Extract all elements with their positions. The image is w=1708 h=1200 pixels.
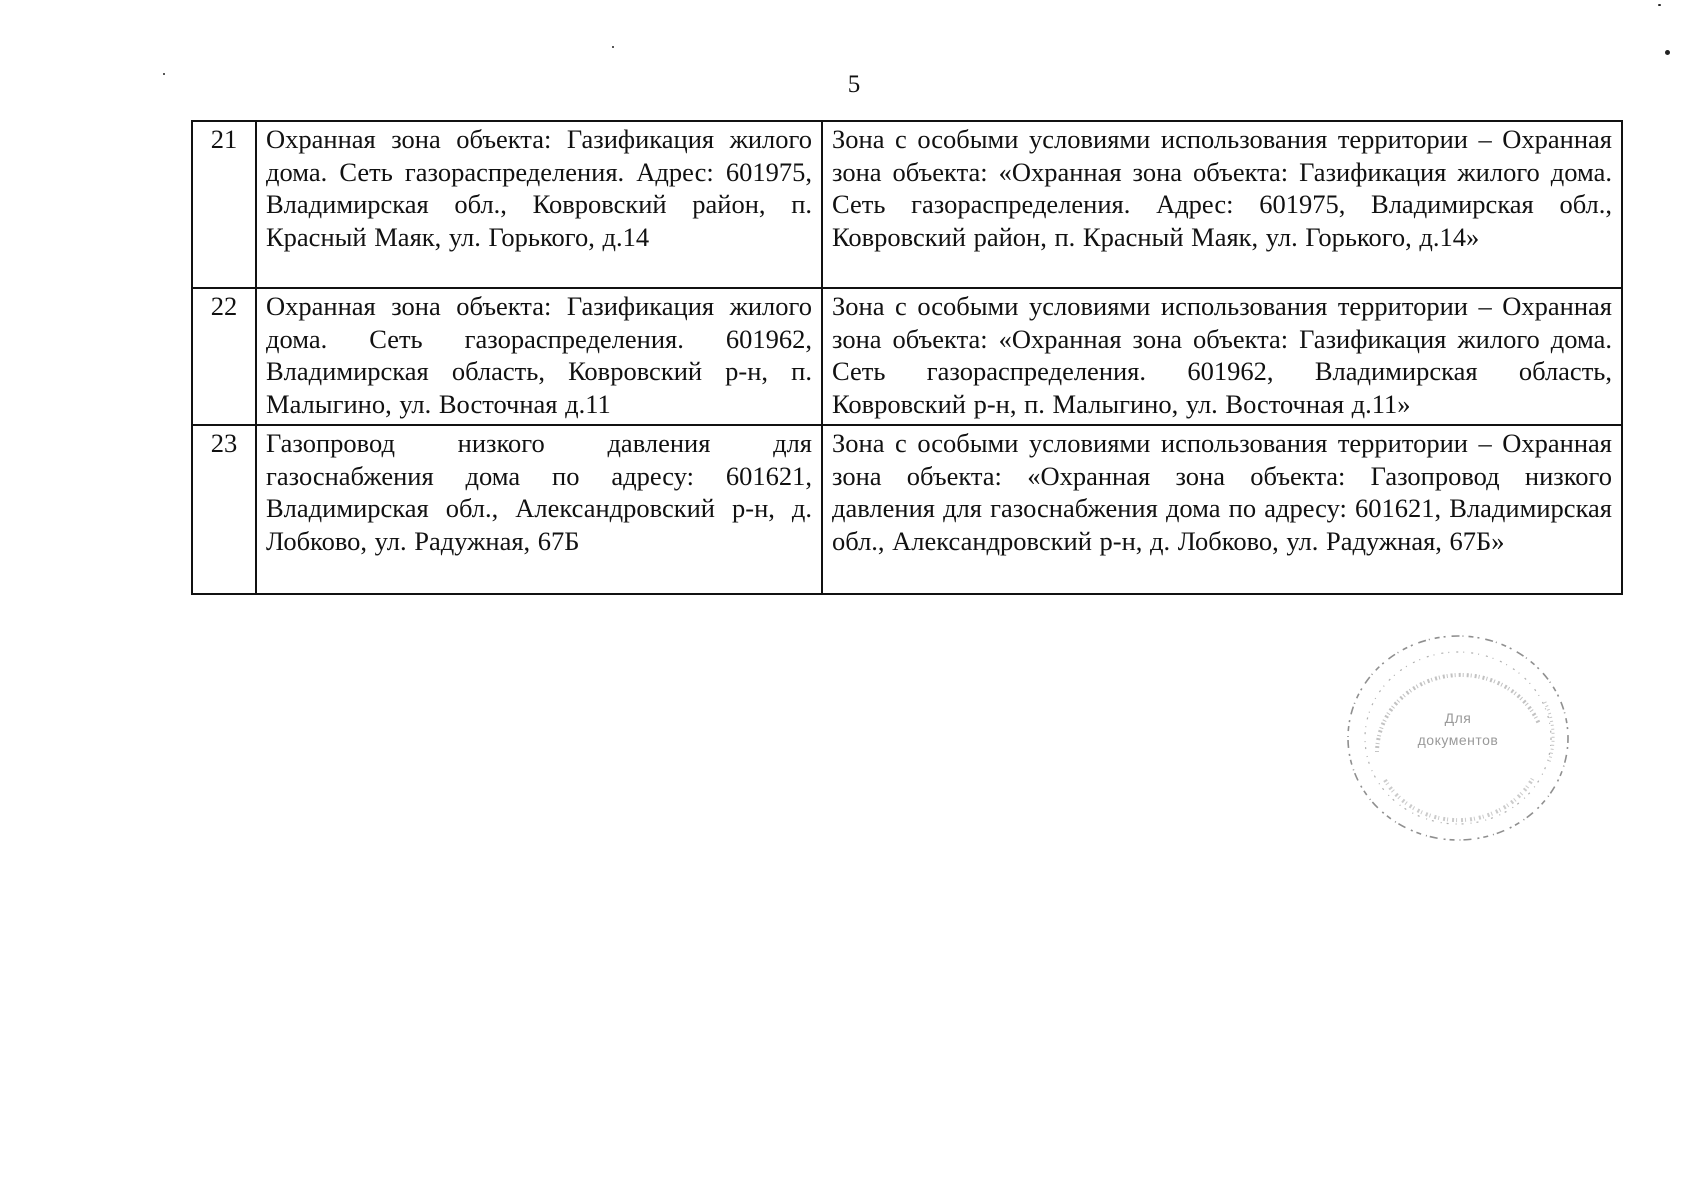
scan-speck xyxy=(612,46,614,48)
scan-speck xyxy=(1658,4,1661,6)
object-description: Охранная зона объекта: Газификация жилого дома. Сеть газораспределения. Адрес: 601975, Владимирская обл., Ковровский район, п. Красный Маяк, ул. Горького, д.14 xyxy=(256,121,822,288)
zone-description: Зона с особыми условиями использования территории – Охранная зона объекта: «Охранная зона объекта: Газификация жилого дома. Сеть газораспределения. Адрес: 601975, Владимирская обл., Ковровский район, п. Красный Маяк, ул. Горького, д.14» xyxy=(822,121,1622,288)
table-row xyxy=(192,121,1622,288)
document-stamp xyxy=(1345,632,1571,844)
scan-speck xyxy=(163,73,165,75)
row-number: 21 xyxy=(192,121,256,288)
zone-description: Зона с особыми условиями использования территории – Охранная зона объекта: «Охранная зона объекта: Газификация жилого дома. Сеть газораспределения. 601962, Владимирская область, Ковровский р-н, п. Малыгино, ул. Восточная д.11» xyxy=(822,288,1622,425)
stamp-text-line1: Для xyxy=(1444,710,1472,726)
scan-speck xyxy=(1665,50,1670,55)
table-row xyxy=(192,425,1622,594)
object-description: Газопровод низкого давления для газоснабжения дома по адресу: 601621, Владимирская обл., Александровский р-н, д. Лобково, ул. Радужная, 67Б xyxy=(256,425,822,594)
table-row xyxy=(192,288,1622,425)
zones-table xyxy=(191,120,1623,595)
row-number: 23 xyxy=(192,425,256,594)
object-description: Охранная зона объекта: Газификация жилого дома. Сеть газораспределения. 601962, Владимирская область, Ковровский р-н, п. Малыгино, ул. Восточная д.11 xyxy=(256,288,822,425)
zone-description: Зона с особыми условиями использования территории – Охранная зона объекта: «Охранная зона объекта: Газопровод низкого давления для газоснабжения дома по адресу: 601621, Владимирская обл., Александровский р-н, д. Лобково, ул. Радужная, 67Б» xyxy=(822,425,1622,594)
row-number: 22 xyxy=(192,288,256,425)
page-number: 5 xyxy=(847,71,861,98)
stamp-text-line2: документов xyxy=(1417,732,1499,748)
